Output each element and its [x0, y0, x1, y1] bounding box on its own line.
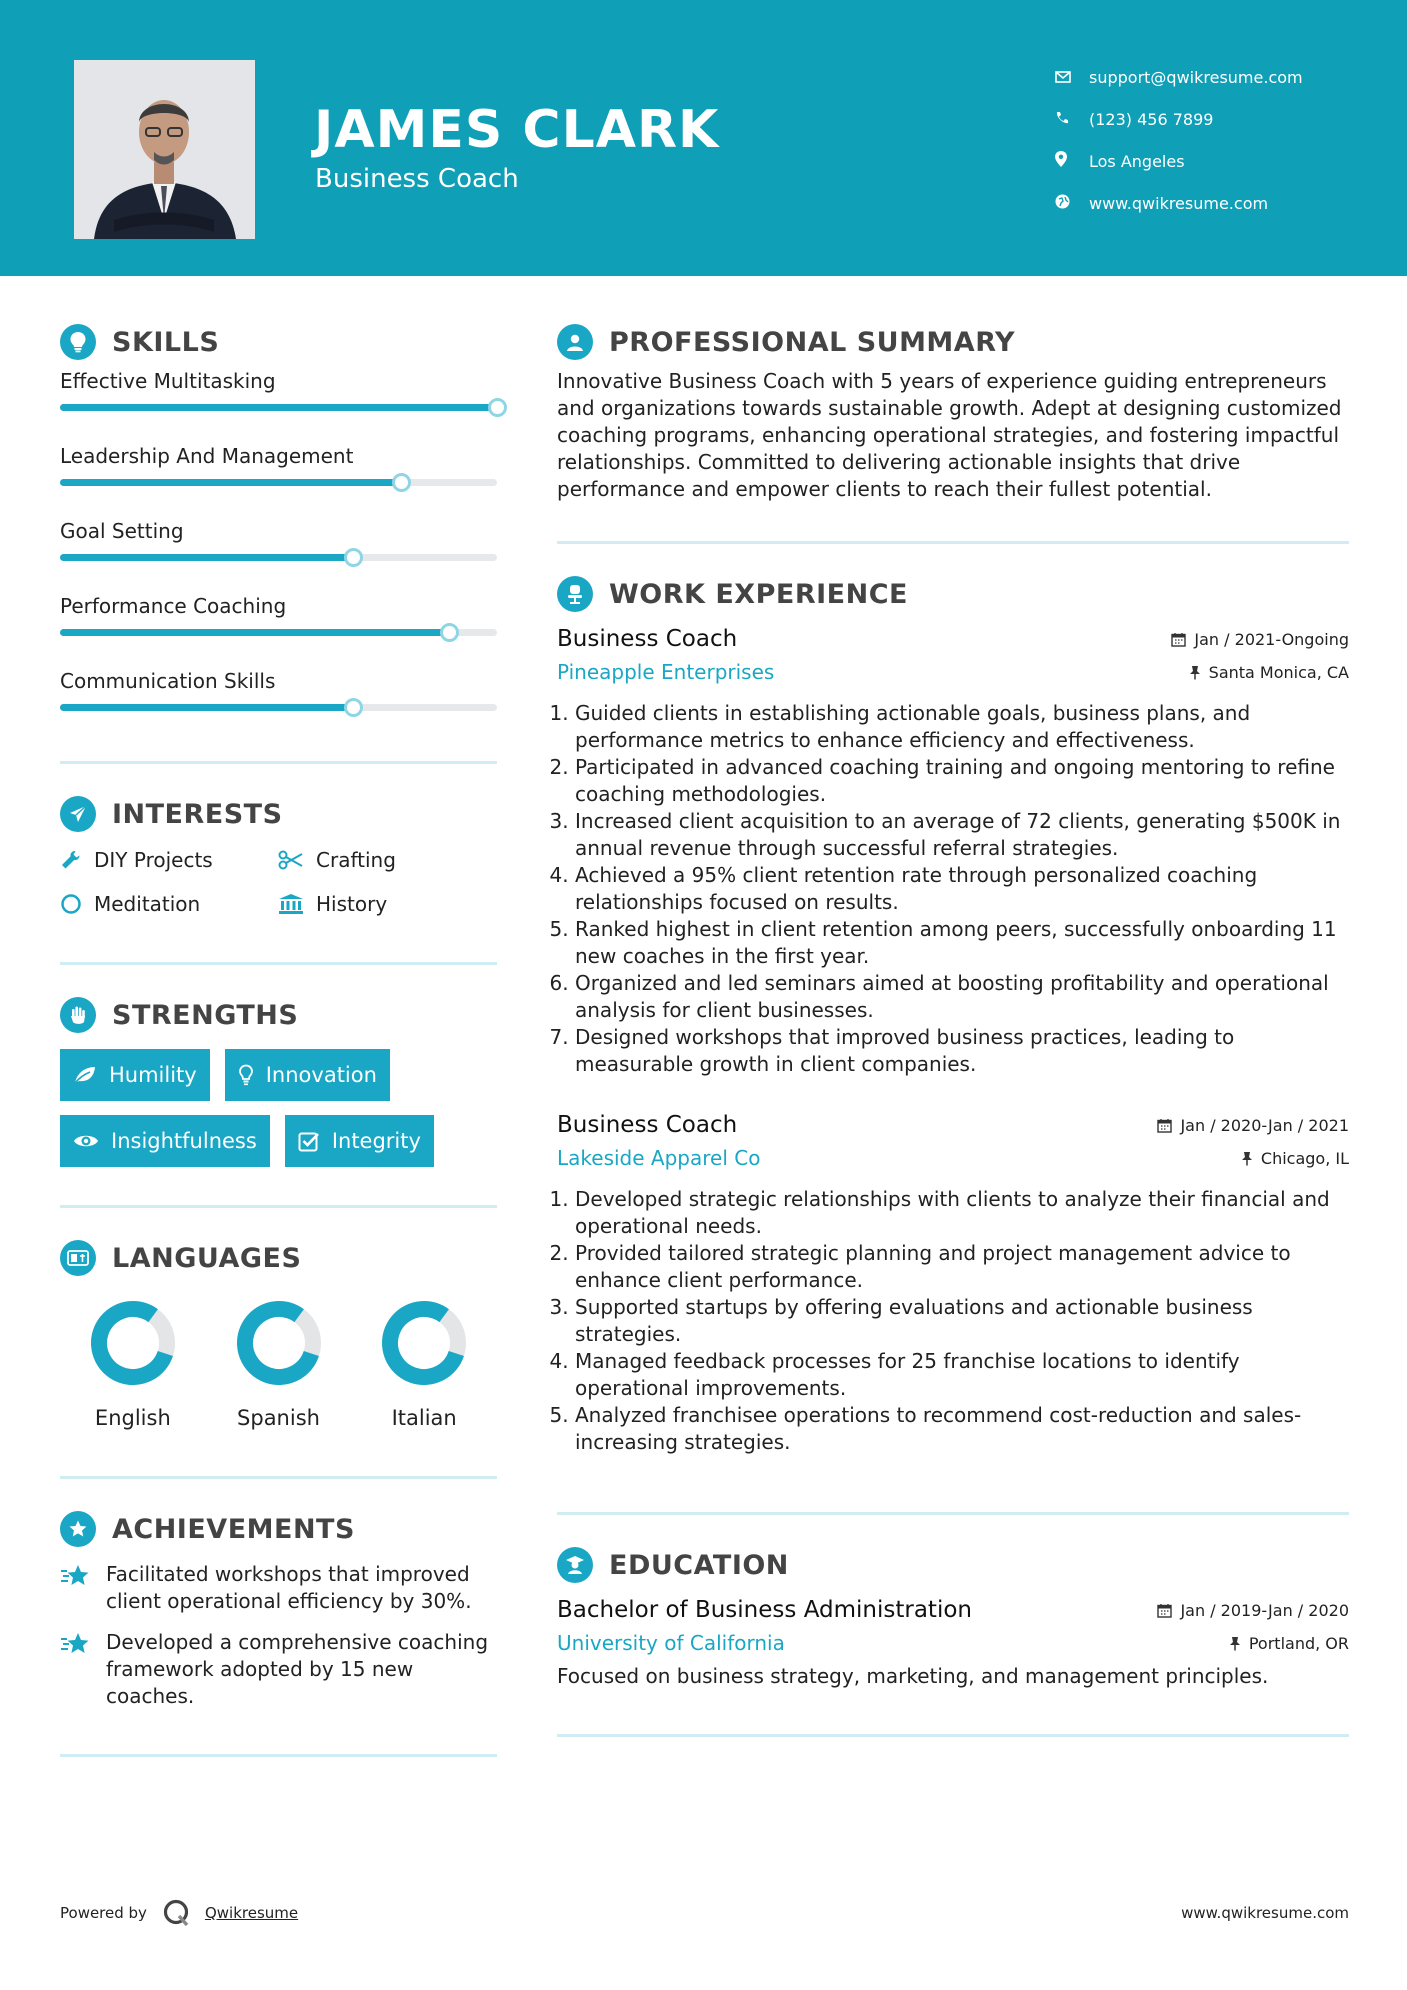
- strengths-title: STRENGTHS: [112, 999, 299, 1031]
- achievements-section: [60, 1509, 497, 1757]
- calendar-icon: [1171, 632, 1186, 647]
- section-divider: [557, 1512, 1349, 1515]
- language-item: [351, 1298, 497, 1430]
- circle-icon: [60, 893, 82, 915]
- job-header: [557, 622, 1349, 656]
- education-header: [557, 1593, 1349, 1627]
- strength-tag: [60, 1049, 210, 1101]
- interest-item: [278, 890, 496, 918]
- achievement-item: [60, 1561, 497, 1615]
- job-bullet: 5. Ranked highest in client retention among peers, successfully onboarding 11 new coaches in the first year.: [575, 916, 1349, 970]
- education-school: University of California: [557, 1631, 785, 1655]
- education-degree: Bachelor of Business Administration: [557, 1597, 972, 1623]
- job-company: Lakeside Apparel Co: [557, 1146, 761, 1170]
- contact-location: [1055, 140, 1303, 182]
- strengths-list: [60, 1049, 497, 1167]
- strength-label: Insightfulness: [111, 1129, 257, 1153]
- job-date-text: Jan / 2020-Jan / 2021: [1180, 1115, 1349, 1135]
- graduate-icon: [557, 1547, 593, 1583]
- interest-item: [60, 890, 278, 918]
- section-divider: [60, 761, 497, 764]
- skill-item: [60, 591, 497, 636]
- skills-list: [60, 366, 497, 711]
- resume-header: [0, 0, 1407, 276]
- job-entry: [557, 1108, 1349, 1456]
- bank-icon: [278, 893, 304, 915]
- skill-label: Performance Coaching: [60, 594, 287, 618]
- skill-bar: [60, 404, 497, 411]
- lightbulb-icon: [60, 324, 96, 360]
- job-bullet: 7. Designed workshops that improved business practices, leading to measurable growth in client companies.: [575, 1024, 1349, 1078]
- lightbulb-icon: [238, 1064, 254, 1086]
- skill-bar-knob: [344, 548, 363, 567]
- job-subheader: [557, 656, 1349, 688]
- skill-item: [60, 666, 497, 711]
- skill-item: [60, 516, 497, 561]
- job-title: Business Coach: [557, 626, 738, 652]
- check-square-icon: [298, 1130, 320, 1152]
- education-location: [1229, 1634, 1349, 1653]
- strengths-heading: [60, 995, 497, 1035]
- job-header: [557, 1108, 1349, 1142]
- education-date-text: Jan / 2019-Jan / 2020: [1180, 1600, 1349, 1620]
- job-location: [1189, 663, 1349, 682]
- job-bullet: 5. Analyzed franchisee operations to recommend cost-reduction and sales-increasing strategies.: [575, 1402, 1349, 1456]
- skill-item: [60, 366, 497, 411]
- wrench-icon: [60, 849, 82, 871]
- pushpin-icon: [1189, 665, 1201, 680]
- chair-icon: [557, 576, 593, 612]
- summary-heading: [557, 322, 1349, 362]
- hand-icon: [60, 997, 96, 1033]
- summary-text: Innovative Business Coach with 5 years of experience guiding entrepreneurs and organizations towards sustainable growth. Adept at designing customized coaching programs, enhancing operational strategies, and fostering impactful relationships. Committed to delivering actionable insights that drive performance and empower clients to reach their fullest potential.: [557, 369, 1342, 501]
- education-location-text: Portland, OR: [1248, 1633, 1349, 1653]
- right-column: [557, 276, 1349, 1737]
- job-bullets: [557, 700, 1349, 1078]
- skill-bar-fill: [60, 629, 449, 636]
- user-icon: [557, 324, 593, 360]
- interest-label: DIY Projects: [94, 848, 213, 872]
- summary-title: PROFESSIONAL SUMMARY: [609, 326, 1016, 358]
- education-title: EDUCATION: [609, 1549, 789, 1581]
- skill-bar-knob: [488, 398, 507, 417]
- job-bullet: 1. Developed strategic relationships with clients to analyze their financial and operational needs.: [575, 1186, 1349, 1240]
- strength-label: Humility: [109, 1063, 197, 1087]
- language-donut: [379, 1298, 469, 1388]
- languages-title: LANGUAGES: [112, 1242, 302, 1274]
- achievement-text: Developed a comprehensive coaching framework adopted by 15 new coaches.: [106, 1630, 489, 1708]
- job-date: [1171, 630, 1349, 649]
- strength-tag: [60, 1115, 270, 1167]
- skill-bar-fill: [60, 554, 353, 561]
- interests-title: INTERESTS: [112, 798, 283, 830]
- contact-email[interactable]: [1055, 56, 1303, 98]
- education-date: [1157, 1601, 1349, 1620]
- languages-list: [60, 1298, 497, 1430]
- calendar-icon: [1157, 1603, 1172, 1618]
- education-subheader: [557, 1627, 1349, 1659]
- interest-item: [278, 846, 496, 874]
- contact-email-text: support@qwikresume.com: [1089, 67, 1303, 87]
- section-divider: [557, 1734, 1349, 1737]
- job-subheader: [557, 1142, 1349, 1174]
- pushpin-icon: [1241, 1151, 1253, 1166]
- contact-list: [1055, 56, 1303, 224]
- paper-plane-icon: [60, 796, 96, 832]
- skill-bar: [60, 479, 497, 486]
- leaf-icon: [73, 1065, 97, 1085]
- achievements-title: ACHIEVEMENTS: [112, 1513, 355, 1545]
- phone-icon: [1055, 110, 1089, 129]
- interest-label: Meditation: [94, 892, 201, 916]
- job-bullet: 4. Achieved a 95% client retention rate through personalized coaching relationships focused on results.: [575, 862, 1349, 916]
- brand-link[interactable]: Qwikresume: [204, 1904, 299, 1922]
- skill-label: Leadership And Management: [60, 444, 354, 468]
- summary-section: [557, 322, 1349, 544]
- powered-by-text: Powered by: [60, 1904, 147, 1922]
- interest-item: [60, 846, 278, 874]
- achievement-text: Facilitated workshops that improved client operational efficiency by 30%.: [106, 1562, 472, 1613]
- job-date: [1157, 1116, 1349, 1135]
- language-label: Italian: [391, 1406, 457, 1430]
- achievement-item: [60, 1629, 497, 1710]
- strength-tag: [285, 1115, 434, 1167]
- section-divider: [60, 1205, 497, 1208]
- job-bullet: 4. Managed feedback processes for 25 franchise locations to identify operational improvements.: [575, 1348, 1349, 1402]
- language-item: [60, 1298, 206, 1430]
- skills-title: SKILLS: [112, 326, 220, 358]
- star-icon: [60, 1563, 90, 1589]
- languages-section: [60, 1238, 497, 1479]
- skill-label: Goal Setting: [60, 519, 184, 543]
- job-location-text: Santa Monica, CA: [1208, 662, 1349, 682]
- interests-heading: [60, 794, 497, 834]
- achievements-list: [60, 1561, 497, 1710]
- contact-website-text: www.qwikresume.com: [1089, 193, 1269, 213]
- education-description: Focused on business strategy, marketing, and management principles.: [557, 1664, 1269, 1688]
- languages-heading: [60, 1238, 497, 1278]
- section-divider: [60, 1476, 497, 1479]
- experience-heading: [557, 574, 1349, 614]
- language-icon: [60, 1240, 96, 1276]
- job-location: [1241, 1149, 1349, 1168]
- section-divider: [557, 541, 1349, 544]
- job-bullet: 2. Provided tailored strategic planning and project management advice to enhance client performance.: [575, 1240, 1349, 1294]
- skill-item: [60, 441, 497, 486]
- job-entry: [557, 622, 1349, 1078]
- job-bullet: 1. Guided clients in establishing actionable goals, business plans, and performance metrics to enhance efficiency and effectiveness.: [575, 700, 1349, 754]
- candidate-role: Business Coach: [315, 164, 519, 194]
- skill-label: Communication Skills: [60, 669, 276, 693]
- education-heading: [557, 1545, 1349, 1585]
- left-column: [60, 276, 497, 1757]
- scissors-icon: [278, 849, 304, 871]
- job-bullets: [557, 1186, 1349, 1456]
- candidate-name: JAMES CLARK: [314, 100, 720, 160]
- experience-title: WORK EXPERIENCE: [609, 578, 908, 610]
- strength-label: Integrity: [331, 1129, 421, 1153]
- achievements-heading: [60, 1509, 497, 1549]
- contact-location-text: Los Angeles: [1089, 151, 1185, 171]
- job-company: Pineapple Enterprises: [557, 660, 775, 684]
- interest-label: Crafting: [316, 848, 396, 872]
- globe-icon: [1055, 194, 1089, 213]
- map-pin-icon: [1055, 151, 1089, 171]
- section-divider: [60, 1754, 497, 1757]
- language-label: English: [94, 1406, 171, 1430]
- job-bullet: 2. Participated in advanced coaching training and ongoing mentoring to refine coaching methodologies.: [575, 754, 1349, 808]
- skill-bar-fill: [60, 479, 401, 486]
- education-entry: [557, 1593, 1349, 1690]
- skills-section: [60, 322, 497, 764]
- language-donut: [234, 1298, 324, 1388]
- skill-bar-knob: [344, 698, 363, 717]
- interests-section: [60, 794, 497, 965]
- star-badge-icon: [60, 1511, 96, 1547]
- skill-bar-fill: [60, 404, 497, 411]
- job-bullet: 3. Supported startups by offering evaluations and actionable business strategies.: [575, 1294, 1349, 1348]
- skills-heading: [60, 322, 497, 362]
- education-section: [557, 1545, 1349, 1737]
- skill-bar: [60, 629, 497, 636]
- star-icon: [60, 1631, 90, 1657]
- language-label: Spanish: [237, 1406, 320, 1430]
- eye-icon: [73, 1132, 99, 1150]
- job-title: Business Coach: [557, 1112, 738, 1138]
- pushpin-icon: [1229, 1636, 1241, 1651]
- job-date-text: Jan / 2021-Ongoing: [1194, 629, 1349, 649]
- job-location-text: Chicago, IL: [1260, 1148, 1349, 1168]
- job-bullet: 6. Organized and led seminars aimed at boosting profitability and operational analysis for client businesses.: [575, 970, 1349, 1024]
- envelope-icon: [1055, 68, 1089, 87]
- strength-tag: [225, 1049, 390, 1101]
- contact-phone-text: (123) 456 7899: [1089, 109, 1214, 129]
- interest-label: History: [316, 892, 388, 916]
- strength-label: Innovation: [265, 1063, 377, 1087]
- contact-website[interactable]: [1055, 182, 1303, 224]
- footer-website[interactable]: www.qwikresume.com: [1181, 1904, 1349, 1922]
- skill-bar-knob: [440, 623, 459, 642]
- interests-list: [60, 846, 497, 918]
- section-divider: [60, 962, 497, 965]
- strengths-section: [60, 995, 497, 1208]
- job-bullet: 3. Increased client acquisition to an average of 72 clients, generating $500K in annual revenue through successful referral strategies.: [575, 808, 1349, 862]
- contact-phone[interactable]: [1055, 98, 1303, 140]
- qwikresume-logo-icon: [161, 1898, 193, 1928]
- skill-bar: [60, 554, 497, 561]
- language-item: [206, 1298, 352, 1430]
- profile-photo: [74, 60, 255, 239]
- skill-bar-fill: [60, 704, 353, 711]
- skill-bar-knob: [392, 473, 411, 492]
- experience-section: [557, 574, 1349, 1515]
- footer-powered-by: [60, 1898, 298, 1928]
- calendar-icon: [1157, 1118, 1172, 1133]
- skill-label: Effective Multitasking: [60, 369, 276, 393]
- language-donut: [88, 1298, 178, 1388]
- skill-bar: [60, 704, 497, 711]
